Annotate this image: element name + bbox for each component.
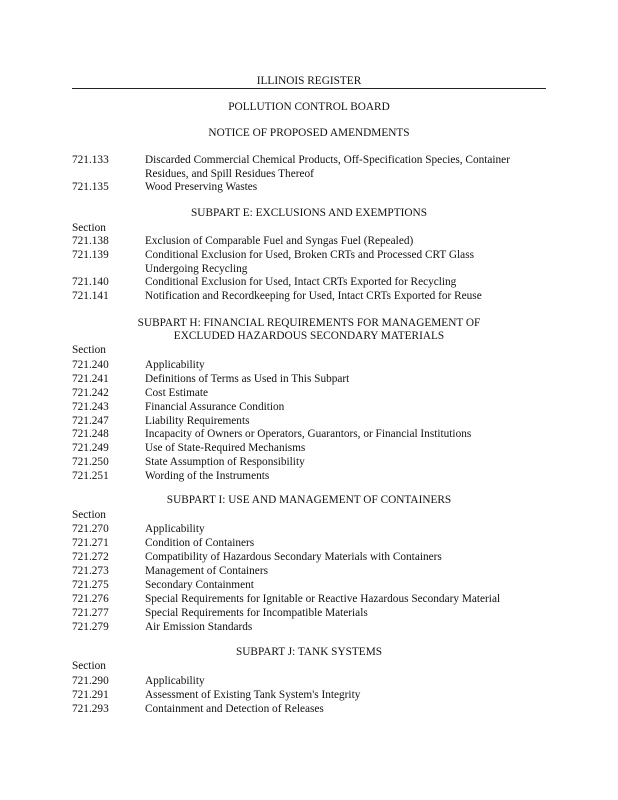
section-number: 721.293 bbox=[72, 703, 109, 715]
subpart-h-heading-cont: EXCLUDED HAZARDOUS SECONDARY MATERIALS bbox=[173, 330, 445, 342]
section-number: 721.139 bbox=[72, 249, 109, 261]
section-title: Financial Assurance Condition bbox=[145, 401, 285, 413]
notice-title: NOTICE OF PROPOSED AMENDMENTS bbox=[208, 127, 410, 139]
section-title: Management of Containers bbox=[145, 565, 268, 577]
section-title: Wording of the Instruments bbox=[145, 470, 270, 482]
section-number: 721.241 bbox=[72, 373, 109, 385]
section-number: 721.249 bbox=[72, 442, 109, 454]
section-title: Air Emission Standards bbox=[145, 621, 253, 633]
section-title: Definitions of Terms as Used in This Subpart bbox=[145, 373, 350, 385]
section-title: Liability Requirements bbox=[145, 415, 250, 427]
section-title: State Assumption of Responsibility bbox=[145, 456, 305, 468]
section-number: 721.275 bbox=[72, 579, 109, 591]
section-title: Discarded Commercial Chemical Products, Off-Specification Species, Container Residues, and Spill Residues Thereof bbox=[145, 154, 510, 180]
section-title: Secondary Containment bbox=[145, 579, 254, 591]
section-number: 721.138 bbox=[72, 235, 109, 247]
section-number: 721.273 bbox=[72, 565, 109, 577]
section-title: Applicability bbox=[145, 523, 205, 535]
section-title: Conditional Exclusion for Used, Broken CRTs and Processed CRT Glass Undergoing Recycling bbox=[145, 249, 474, 275]
section-number: 721.247 bbox=[72, 415, 109, 427]
section-number: 721.135 bbox=[72, 181, 109, 193]
section-title: Notification and Recordkeeping for Used, Intact CRTs Exported for Reuse bbox=[145, 290, 482, 302]
section-title: Cost Estimate bbox=[145, 387, 209, 399]
section-number: 721.248 bbox=[72, 428, 109, 440]
section-title: Special Requirements for Incompatible Materials bbox=[145, 607, 368, 619]
section-number: 721.240 bbox=[72, 359, 109, 371]
subpart-i-heading: SUBPART I: USE AND MANAGEMENT OF CONTAINERS bbox=[166, 494, 452, 506]
subpart-j-heading: SUBPART J: TANK SYSTEMS bbox=[235, 646, 383, 658]
section-title: Applicability bbox=[145, 359, 205, 371]
section-number: 721.133 bbox=[72, 154, 109, 166]
section-number: 721.271 bbox=[72, 537, 109, 549]
section-number: 721.242 bbox=[72, 387, 109, 399]
subpart-h-heading: SUBPART H: FINANCIAL REQUIREMENTS FOR MANAGEMENT OF bbox=[137, 317, 481, 329]
agency-title: POLLUTION CONTROL BOARD bbox=[228, 101, 390, 113]
subpart-e-heading: SUBPART E: EXCLUSIONS AND EXEMPTIONS bbox=[191, 207, 427, 219]
section-number: 721.279 bbox=[72, 621, 109, 633]
section-label: Section bbox=[72, 660, 106, 672]
section-title: Exclusion of Comparable Fuel and Syngas Fuel (Repealed) bbox=[145, 235, 414, 247]
section-title: Special Requirements for Ignitable or Reactive Hazardous Secondary Material bbox=[145, 593, 501, 605]
section-label: Section bbox=[72, 509, 106, 521]
section-label: Section bbox=[72, 344, 106, 356]
header-rule bbox=[72, 88, 546, 89]
section-number: 721.270 bbox=[72, 523, 109, 535]
section-number: 721.140 bbox=[72, 276, 109, 288]
section-number: 721.277 bbox=[72, 607, 109, 619]
section-number: 721.250 bbox=[72, 456, 109, 468]
section-title: Wood Preserving Wastes bbox=[145, 181, 258, 193]
section-title: Conditional Exclusion for Used, Intact CRTs Exported for Recycling bbox=[145, 276, 457, 288]
section-number: 721.290 bbox=[72, 675, 109, 687]
section-title: Applicability bbox=[145, 675, 205, 687]
section-number: 721.251 bbox=[72, 470, 109, 482]
section-title: Assessment of Existing Tank System's Integrity bbox=[145, 689, 361, 701]
section-title: Use of State-Required Mechanisms bbox=[145, 442, 306, 454]
section-title: Incapacity of Owners or Operators, Guarantors, or Financial Institutions bbox=[145, 428, 472, 440]
section-number: 721.141 bbox=[72, 290, 109, 302]
section-number: 721.272 bbox=[72, 551, 109, 563]
section-number: 721.243 bbox=[72, 401, 109, 413]
section-title: Compatibility of Hazardous Secondary Materials with Containers bbox=[145, 551, 442, 563]
section-number: 721.291 bbox=[72, 689, 109, 701]
section-title: Containment and Detection of Releases bbox=[145, 703, 324, 715]
section-number: 721.276 bbox=[72, 593, 109, 605]
section-title: Condition of Containers bbox=[145, 537, 255, 549]
register-title: ILLINOIS REGISTER bbox=[256, 75, 362, 87]
section-label: Section bbox=[72, 222, 106, 234]
